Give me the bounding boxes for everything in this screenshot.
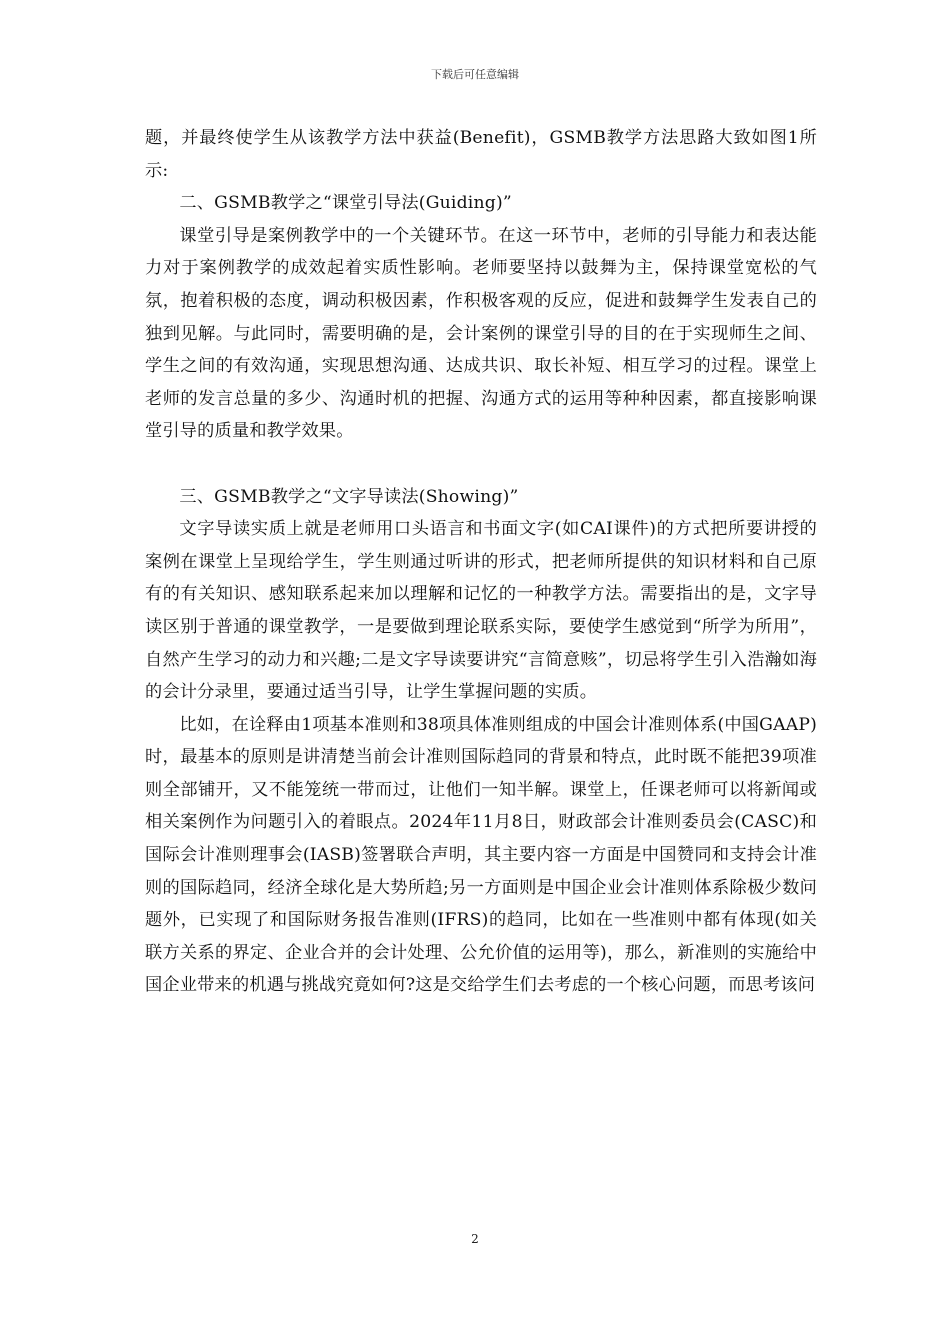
page-header-note: 下载后可任意编辑 [431, 68, 519, 81]
paragraph-showing: 文字导读实质上就是老师用口头语言和书面文字(如CAI课件)的方式把所要讲授的案例在课堂上呈现给学生，学生则通过听讲的形式，把老师所提供的知识材料和自己原有的有关知识、感知联系起来加以理解和记忆的一种教学方法。需要指出的是，文字导读区别于普通的课堂教学，一是要做到理论联系实际，要使学生感觉到“所学为所用”，自然产生学习的动力和兴趣;二是文字导读要讲究“言简意赅”，切忌将学生引入浩瀚如海的会计分录里，要通过适当引导，让学生掌握问题的实质。 [145, 519, 817, 703]
section-heading-guiding: 二、GSMB教学之“课堂引导法(Guiding)” [179, 193, 512, 214]
document-body [145, 122, 817, 1002]
paragraph-continuation: 题，并最终使学生从该教学方法中获益(Benefit)，GSMB教学方法思路大致如图1所示: [145, 128, 817, 181]
page-number: 2 [471, 1232, 479, 1246]
paragraph-guiding: 课堂引导是案例教学中的一个关键环节。在这一环节中，老师的引导能力和表达能力对于案例教学的成效起着实质性影响。老师要坚持以鼓舞为主，保持课堂宽松的气氛，抱着积极的态度，调动积极因素，作积极客观的反应，促进和鼓舞学生发表自己的独到见解。与此同时，需要明确的是，会计案例的课堂引导的目的在于实现师生之间、学生之间的有效沟通，实现思想沟通、达成共识、取长补短、相互学习的过程。课堂上老师的发言总量的多少、沟通时机的把握、沟通方式的运用等种种因素，都直接影响课堂引导的质量和教学效果。 [145, 225, 817, 442]
paragraph-example: 比如，在诠释由1项基本准则和38项具体准则组成的中国会计准则体系(中国GAAP)时，最基本的原则是讲清楚当前会计准则国际趋同的背景和特点，此时既不能把39项准则全部铺开，又不能笼统一带而过，让他们一知半解。课堂上，任课老师可以将新闻或相关案例作为问题引入的着眼点。2024年11月8日，财政部会计准则委员会(CASC)和国际会计准则理事会(IASB)签署联合声明，其主要内容一方面是中国赞同和支持会计准则的国际趋同，经济全球化是大势所趋;另一方面则是中国企业会计准则体系除极少数问题外，已实现了和国际财务报告准则(IFRS)的趋同，比如在一些准则中都有体现(如关联方关系的界定、企业合并的会计处理、公允价值的运用等)，那么，新准则的实施给中国企业带来的机遇与挑战究竟如何?这是交给学生们去考虑的一个核心问题，而思考该问 [145, 714, 817, 996]
blank-line [145, 448, 817, 481]
section-heading-showing: 三、GSMB教学之“文字导读法(Showing)” [179, 486, 519, 507]
